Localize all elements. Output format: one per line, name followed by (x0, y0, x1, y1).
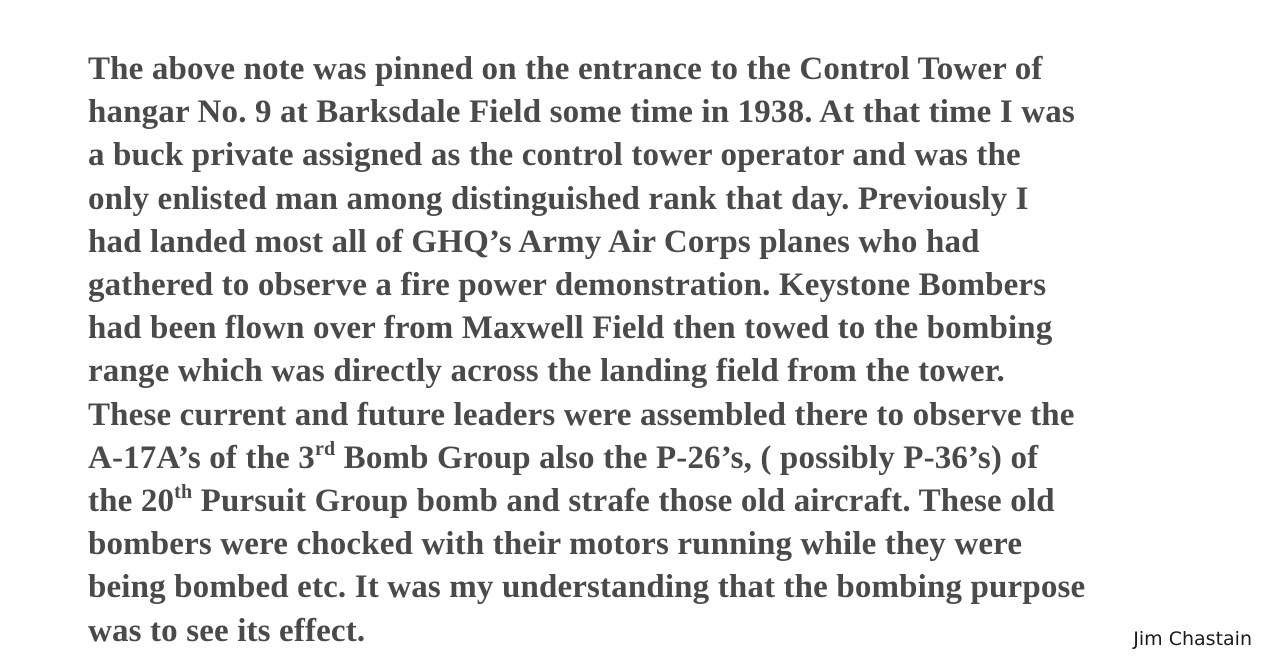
note-line: hangar No. 9 at Barksdale Field some time in 1938. At that time I was (88, 94, 1075, 131)
signature: Jim Chastain (1133, 628, 1252, 650)
line-text: the 20 (88, 483, 175, 520)
ordinal-suffix: th (174, 481, 193, 504)
note-line: had been flown over from Maxwell Field then towed to the bombing (88, 310, 1053, 347)
note-line: range which was directly across the landing field from the tower. (88, 353, 1005, 390)
note-line: These current and future leaders were assembled there to observe the (88, 396, 1075, 433)
ordinal-suffix: rd (314, 437, 336, 460)
note-line: had landed most all of GHQ’s Army Air Corps planes who had (88, 223, 980, 260)
note-line (88, 437, 1248, 480)
note-paragraph (88, 48, 1248, 653)
note-line: only enlisted man among distinguished rank that day. Previously I (88, 180, 1029, 217)
line-text: A-17A’s of the 3 (88, 439, 315, 476)
note-line: being bombed etc. It was my understanding that the bombing purpose (88, 569, 1086, 606)
line-text: Pursuit Group bomb and strafe those old aircraft. These old (192, 483, 1055, 520)
note-line (88, 480, 1248, 523)
note-line: bombers were chocked with their motors running while they were (88, 526, 1023, 563)
note-line: a buck private assigned as the control tower operator and was the (88, 137, 1021, 174)
note-line: The above note was pinned on the entrance to the Control Tower of (88, 51, 1043, 87)
note-line: was to see its effect. (88, 612, 366, 649)
line-text: Bomb Group also the P-26’s, ( possibly P-36’s) of (335, 439, 1039, 476)
note-line: gathered to observe a fire power demonstration. Keystone Bombers (88, 267, 1047, 304)
